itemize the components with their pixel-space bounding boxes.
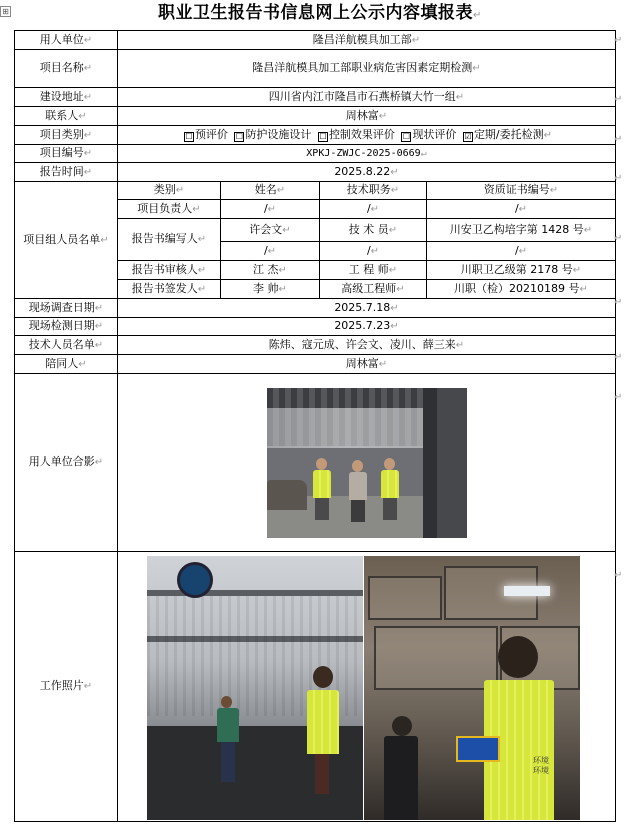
value-report-date[interactable]: 2025.8.22↵ <box>118 163 616 182</box>
row-contact <box>15 107 616 126</box>
value-site-address[interactable]: 四川省内江市隆昌市石燕桥镇大竹一组↵ <box>118 88 616 107</box>
row-end-mark: ↵ <box>614 570 623 581</box>
vest-print-text: 环境 环境 <box>533 756 549 775</box>
label-team: 项目组人员名单↵ <box>15 182 118 299</box>
team-header-name: 姓名↵ <box>221 182 320 200</box>
checkbox-periodic-testing[interactable]: ☑ 定期/委托检测 <box>464 127 544 141</box>
table-move-handle-icon[interactable]: ⊞ <box>0 6 11 17</box>
team-header-role: 类别↵ <box>118 182 221 200</box>
team-title[interactable]: /↵ <box>320 242 427 261</box>
label-project-name: 项目名称↵ <box>15 50 118 88</box>
value-test-date[interactable]: 2025.7.23↵ <box>118 318 616 336</box>
team-title[interactable]: 高级工程师↵ <box>320 280 427 299</box>
row-report-date <box>15 163 616 182</box>
row-end-mark: ↵ <box>614 297 623 308</box>
row-site-address <box>15 88 616 107</box>
label-accompany: 陪同人↵ <box>15 355 118 374</box>
team-cert[interactable]: 川职卫乙级第 2178 号↵ <box>427 261 616 280</box>
team-name[interactable]: 李 帅↵ <box>221 280 320 299</box>
group-photo-cell <box>118 374 616 552</box>
row-technicians <box>15 336 616 355</box>
label-project-type: 项目类别↵ <box>15 126 118 145</box>
team-role: 报告书编写人↵ <box>118 219 221 261</box>
page-title: 职业卫生报告书信息网上公示内容填报表↵ <box>158 3 482 23</box>
label-contact: 联系人↵ <box>15 107 118 126</box>
disclosure-form-table <box>14 30 616 822</box>
checkbox-status-assessment[interactable]: ☐ 现状评价 <box>402 127 457 141</box>
team-header-cert: 资质证书编号↵ <box>427 182 616 200</box>
team-cert[interactable]: /↵ <box>427 200 616 219</box>
team-title[interactable]: 工 程 师↵ <box>320 261 427 280</box>
group-photo[interactable] <box>267 388 467 538</box>
checkbox-protection-design[interactable]: ☐ 防护设施设计 <box>235 127 312 141</box>
team-role: 报告书签发人↵ <box>118 280 221 299</box>
label-group-photo: 用人单位合影↵ <box>15 374 118 552</box>
team-name[interactable]: 许会文↵ <box>221 219 320 242</box>
row-group-photo <box>15 374 616 552</box>
value-technicians[interactable]: 陈炜、寇元成、许会文、凌川、薛三来↵ <box>118 336 616 355</box>
row-project-name <box>15 50 616 88</box>
row-test-date <box>15 318 616 336</box>
label-technicians: 技术人员名单↵ <box>15 336 118 355</box>
row-survey-date <box>15 299 616 318</box>
checkbox-pre-assessment[interactable]: ☐ 预评价 <box>185 127 228 141</box>
value-project-name[interactable]: 隆昌洋航模具加工部职业病危害因素定期检测↵ <box>118 50 616 88</box>
row-end-mark: ↵ <box>614 94 623 105</box>
row-end-mark: ↵ <box>614 233 623 244</box>
label-survey-date: 现场调查日期↵ <box>15 299 118 318</box>
label-project-no: 项目编号↵ <box>15 145 118 163</box>
value-project-no[interactable]: XPKJ-ZWJC-2025-0669↵ <box>118 145 616 163</box>
team-title[interactable]: 技 术 员↵ <box>320 219 427 242</box>
value-project-type: ☐ 预评价 ☐ 防护设施设计 ☐ 控制效果评价 ☐ 现状评价 ☑ 定期/委托检测↵ <box>118 126 616 145</box>
row-project-no <box>15 145 616 163</box>
label-report-date: 报告时间↵ <box>15 163 118 182</box>
team-header-row <box>15 182 616 200</box>
row-work-photos <box>15 552 616 822</box>
label-work-photos: 工作照片↵ <box>15 552 118 822</box>
row-end-mark: ↵ <box>614 35 623 46</box>
team-title[interactable]: /↵ <box>320 200 427 219</box>
work-photo-left[interactable] <box>147 556 363 820</box>
label-test-date: 现场检测日期↵ <box>15 318 118 336</box>
label-employer: 用人单位↵ <box>15 31 118 50</box>
value-survey-date[interactable]: 2025.7.18↵ <box>118 299 616 318</box>
row-end-mark: ↵ <box>614 134 623 145</box>
value-accompany[interactable]: 周林富↵ <box>118 355 616 374</box>
team-name[interactable]: /↵ <box>221 242 320 261</box>
checkbox-control-effect[interactable]: ☐ 控制效果评价 <box>319 127 395 141</box>
label-site-address: 建设地址↵ <box>15 88 118 107</box>
team-cert[interactable]: 川职（检）20210189 号↵ <box>427 280 616 299</box>
value-employer[interactable]: 隆昌洋航模具加工部↵ <box>118 31 616 50</box>
team-header-title: 技术职务↵ <box>320 182 427 200</box>
row-end-mark: ↵ <box>614 173 623 184</box>
work-photo-right[interactable] <box>364 556 580 820</box>
row-end-mark: ↵ <box>614 392 623 403</box>
team-cert[interactable]: /↵ <box>427 242 616 261</box>
team-role: 报告书审核人↵ <box>118 261 221 280</box>
row-accompany <box>15 355 616 374</box>
team-role: 项目负责人↵ <box>118 200 221 219</box>
team-cert[interactable]: 川安卫乙构培字第 1428 号↵ <box>427 219 616 242</box>
row-project-type <box>15 126 616 145</box>
row-employer <box>15 31 616 50</box>
row-end-mark: ↵ <box>614 352 623 363</box>
team-name[interactable]: 江 杰↵ <box>221 261 320 280</box>
team-name[interactable]: /↵ <box>221 200 320 219</box>
value-contact[interactable]: 周林富↵ <box>118 107 616 126</box>
work-photos-cell <box>118 552 616 822</box>
